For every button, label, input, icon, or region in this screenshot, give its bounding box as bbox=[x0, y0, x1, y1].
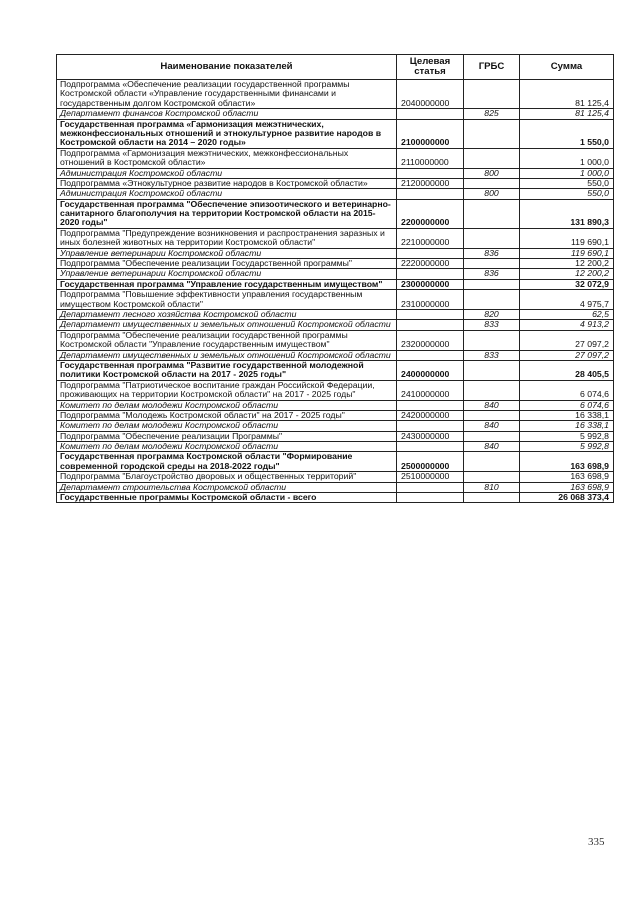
cell-grbs: 840 bbox=[464, 400, 520, 410]
cell-target-article: 2200000000 bbox=[397, 199, 464, 228]
cell-sum: 1 550,0 bbox=[520, 119, 614, 148]
cell-sum: 119 690,1 bbox=[520, 248, 614, 258]
department-row bbox=[57, 421, 614, 431]
department-row bbox=[57, 320, 614, 330]
cell-target-article: 2510000000 bbox=[397, 472, 464, 482]
cell-sum: 550,0 bbox=[520, 178, 614, 188]
cell-sum: 26 068 373,4 bbox=[520, 493, 614, 503]
cell-name: Администрация Костромской области bbox=[57, 168, 397, 178]
cell-target-article: 2300000000 bbox=[397, 279, 464, 289]
cell-sum: 6 074,6 bbox=[520, 400, 614, 410]
program-row bbox=[57, 360, 614, 380]
cell-name: Комитет по делам молодежи Костромской области bbox=[57, 421, 397, 431]
cell-sum: 27 097,2 bbox=[520, 330, 614, 350]
subprogram-row bbox=[57, 431, 614, 441]
cell-grbs bbox=[464, 259, 520, 269]
department-row bbox=[57, 189, 614, 199]
subprogram-row bbox=[57, 80, 614, 109]
department-row bbox=[57, 168, 614, 178]
cell-sum: 5 992,8 bbox=[520, 431, 614, 441]
cell-target-article: 2110000000 bbox=[397, 148, 464, 168]
cell-target-article: 2320000000 bbox=[397, 330, 464, 350]
cell-grbs: 800 bbox=[464, 189, 520, 199]
cell-name: Подпрограмма "Повышение эффективности управления государственным имуществом Костромской области" bbox=[57, 290, 397, 310]
cell-sum: 16 338,1 bbox=[520, 410, 614, 420]
department-row bbox=[57, 109, 614, 119]
cell-sum: 119 690,1 bbox=[520, 228, 614, 248]
cell-target-article: 2310000000 bbox=[397, 290, 464, 310]
header-target-article: Целевая статья bbox=[397, 55, 464, 80]
cell-name: Управление ветеринарии Костромской области bbox=[57, 248, 397, 258]
cell-target-article: 2210000000 bbox=[397, 228, 464, 248]
cell-sum: 1 000,0 bbox=[520, 168, 614, 178]
cell-sum: 163 698,9 bbox=[520, 482, 614, 492]
department-row bbox=[57, 248, 614, 258]
cell-name: Подпрограмма «Этнокультурное развитие народов в Костромской области» bbox=[57, 178, 397, 188]
cell-grbs bbox=[464, 431, 520, 441]
cell-name: Государственная программа "Обеспечение эпизоотического и ветеринарно-санитарного благополучия на территории Костромской области на 2015-2020 годы" bbox=[57, 199, 397, 228]
cell-grbs bbox=[464, 330, 520, 350]
cell-name: Государственные программы Костромской области - всего bbox=[57, 493, 397, 503]
cell-target-article: 2100000000 bbox=[397, 119, 464, 148]
cell-name: Управление ветеринарии Костромской области bbox=[57, 269, 397, 279]
cell-name: Департамент финансов Костромской области bbox=[57, 109, 397, 119]
cell-sum: 12 200,2 bbox=[520, 269, 614, 279]
cell-grbs: 840 bbox=[464, 442, 520, 452]
cell-sum: 81 125,4 bbox=[520, 80, 614, 109]
cell-target-article: 2500000000 bbox=[397, 452, 464, 472]
cell-grbs bbox=[464, 228, 520, 248]
cell-name: Подпрограмма "Молодежь Костромской области" на 2017 - 2025 годы" bbox=[57, 410, 397, 420]
cell-name: Подпрограмма «Гармонизация межэтнических, межконфессиональных отношений в Костромской области» bbox=[57, 148, 397, 168]
cell-sum: 32 072,9 bbox=[520, 279, 614, 289]
cell-target-article: 2040000000 bbox=[397, 80, 464, 109]
cell-sum: 550,0 bbox=[520, 189, 614, 199]
cell-sum: 81 125,4 bbox=[520, 109, 614, 119]
cell-target-article: 2420000000 bbox=[397, 410, 464, 420]
budget-table bbox=[56, 54, 614, 503]
program-row bbox=[57, 279, 614, 289]
department-row bbox=[57, 350, 614, 360]
program-row bbox=[57, 493, 614, 503]
page-number: 335 bbox=[588, 836, 605, 848]
cell-grbs bbox=[464, 80, 520, 109]
cell-target-article bbox=[397, 493, 464, 503]
cell-grbs bbox=[464, 360, 520, 380]
subprogram-row bbox=[57, 330, 614, 350]
cell-name: Подпрограмма "Обеспечение реализации государственной программы Костромской области "Управление государственным имуществом" bbox=[57, 330, 397, 350]
subprogram-row bbox=[57, 259, 614, 269]
department-row bbox=[57, 442, 614, 452]
cell-grbs bbox=[464, 279, 520, 289]
cell-grbs: 825 bbox=[464, 109, 520, 119]
program-row bbox=[57, 119, 614, 148]
cell-grbs bbox=[464, 290, 520, 310]
cell-name: Подпрограмма "Обеспечение реализации Программы" bbox=[57, 431, 397, 441]
subprogram-row bbox=[57, 410, 614, 420]
cell-grbs: 820 bbox=[464, 309, 520, 319]
cell-target-article: 2220000000 bbox=[397, 259, 464, 269]
cell-name: Подпрограмма «Обеспечение реализации государственной программы Костромской области «Управление государственными финансами и государственным долгом Костромской области» bbox=[57, 80, 397, 109]
cell-target-article bbox=[397, 442, 464, 452]
cell-name: Подпрограмма "Обеспечение реализации Государственной программы" bbox=[57, 259, 397, 269]
cell-grbs: 836 bbox=[464, 248, 520, 258]
cell-sum: 163 698,9 bbox=[520, 472, 614, 482]
cell-sum: 131 890,3 bbox=[520, 199, 614, 228]
cell-target-article bbox=[397, 168, 464, 178]
cell-grbs bbox=[464, 452, 520, 472]
cell-grbs bbox=[464, 148, 520, 168]
cell-name: Подпрограмма "Патриотическое воспитание граждан Российской Федерации, проживающих на территории Костромской области" на 2017 - 2025 годы" bbox=[57, 380, 397, 400]
cell-name: Администрация Костромской области bbox=[57, 189, 397, 199]
cell-target-article bbox=[397, 269, 464, 279]
cell-name: Департамент лесного хозяйства Костромской области bbox=[57, 309, 397, 319]
cell-sum: 16 338,1 bbox=[520, 421, 614, 431]
cell-target-article: 2430000000 bbox=[397, 431, 464, 441]
cell-name: Государственная программа Костромской области "Формирование современной городской среды на 2018-2022 годы" bbox=[57, 452, 397, 472]
subprogram-row bbox=[57, 148, 614, 168]
cell-sum: 4 975,7 bbox=[520, 290, 614, 310]
cell-sum: 163 698,9 bbox=[520, 452, 614, 472]
cell-target-article bbox=[397, 421, 464, 431]
cell-target-article bbox=[397, 350, 464, 360]
subprogram-row bbox=[57, 472, 614, 482]
cell-grbs: 840 bbox=[464, 421, 520, 431]
cell-sum: 28 405,5 bbox=[520, 360, 614, 380]
program-row bbox=[57, 199, 614, 228]
program-row bbox=[57, 452, 614, 472]
department-row bbox=[57, 482, 614, 492]
cell-name: Подпрограмма "Благоустройство дворовых и общественных территорий" bbox=[57, 472, 397, 482]
cell-name: Комитет по делам молодежи Костромской области bbox=[57, 442, 397, 452]
subprogram-row bbox=[57, 178, 614, 188]
cell-name: Комитет по делам молодежи Костромской области bbox=[57, 400, 397, 410]
cell-sum: 12 200,2 bbox=[520, 259, 614, 269]
cell-grbs: 810 bbox=[464, 482, 520, 492]
header-name: Наименование показателей bbox=[57, 55, 397, 80]
cell-name: Департамент строительства Костромской области bbox=[57, 482, 397, 492]
cell-sum: 4 913,2 bbox=[520, 320, 614, 330]
cell-sum: 1 000,0 bbox=[520, 148, 614, 168]
cell-grbs bbox=[464, 178, 520, 188]
cell-grbs bbox=[464, 472, 520, 482]
cell-grbs: 833 bbox=[464, 350, 520, 360]
cell-grbs bbox=[464, 380, 520, 400]
cell-name: Департамент имущественных и земельных отношений Костромской области bbox=[57, 320, 397, 330]
cell-name: Государственная программа «Гармонизация межэтнических, межконфессиональных отношений и этнокультурное развитие народов в Костромской области на 2014 – 2020 годы» bbox=[57, 119, 397, 148]
department-row bbox=[57, 400, 614, 410]
table-body bbox=[57, 80, 614, 503]
cell-target-article bbox=[397, 400, 464, 410]
cell-target-article bbox=[397, 189, 464, 199]
cell-target-article: 2400000000 bbox=[397, 360, 464, 380]
cell-target-article bbox=[397, 248, 464, 258]
cell-target-article bbox=[397, 320, 464, 330]
header-sum: Сумма bbox=[520, 55, 614, 80]
cell-target-article: 2120000000 bbox=[397, 178, 464, 188]
cell-grbs: 833 bbox=[464, 320, 520, 330]
cell-sum: 5 992,8 bbox=[520, 442, 614, 452]
cell-grbs bbox=[464, 119, 520, 148]
cell-grbs bbox=[464, 493, 520, 503]
header-grbs: ГРБС bbox=[464, 55, 520, 80]
department-row bbox=[57, 309, 614, 319]
cell-name: Государственная программа "Управление государственным имуществом" bbox=[57, 279, 397, 289]
cell-grbs: 836 bbox=[464, 269, 520, 279]
cell-target-article bbox=[397, 309, 464, 319]
cell-target-article bbox=[397, 482, 464, 492]
cell-target-article: 2410000000 bbox=[397, 380, 464, 400]
subprogram-row bbox=[57, 228, 614, 248]
cell-name: Государственная программа "Развитие государственной молодежной политики Костромской области на 2017 - 2025 годы" bbox=[57, 360, 397, 380]
cell-sum: 27 097,2 bbox=[520, 350, 614, 360]
cell-grbs: 800 bbox=[464, 168, 520, 178]
subprogram-row bbox=[57, 290, 614, 310]
cell-grbs bbox=[464, 410, 520, 420]
table-header-row bbox=[57, 55, 614, 80]
department-row bbox=[57, 269, 614, 279]
cell-target-article bbox=[397, 109, 464, 119]
cell-sum: 6 074,6 bbox=[520, 380, 614, 400]
cell-grbs bbox=[464, 199, 520, 228]
cell-name: Департамент имущественных и земельных отношений Костромской области bbox=[57, 350, 397, 360]
cell-name: Подпрограмма "Предупреждение возникновения и распространения заразных и иных болезней животных на территории Костромской области" bbox=[57, 228, 397, 248]
cell-sum: 62,5 bbox=[520, 309, 614, 319]
subprogram-row bbox=[57, 380, 614, 400]
